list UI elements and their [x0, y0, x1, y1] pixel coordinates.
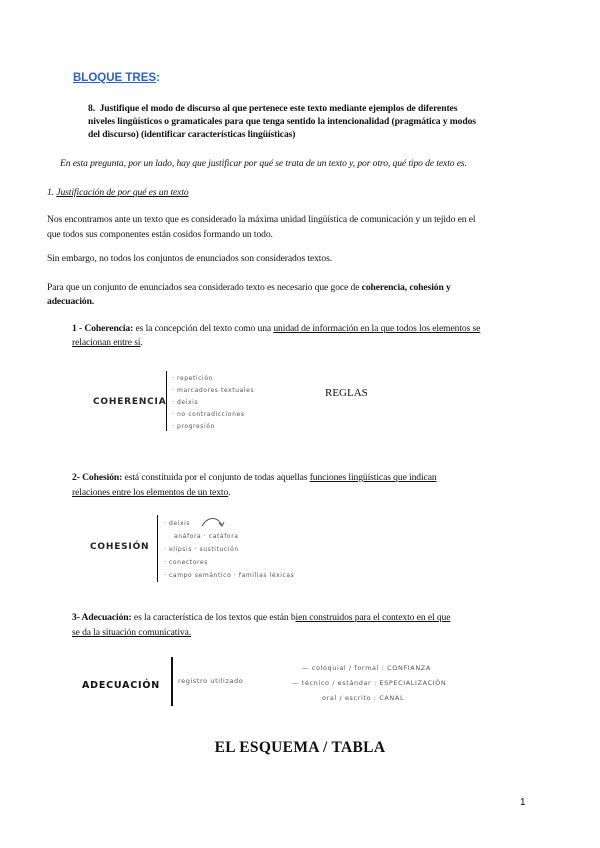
- section-1-heading: [47, 186, 189, 199]
- cohesion-text: está constituida por el conjunto de todas aquellas: [122, 472, 310, 483]
- adecuacion-definition: [72, 610, 450, 640]
- sketch-item: oral / escrito : CANAL: [322, 694, 405, 702]
- sketch-item: · progresión: [172, 423, 215, 430]
- paragraph-1-line-1: Nos encontramos ante un texto que es considerado la máxima unidad lingüística de comunicación y un tejido en el: [47, 214, 476, 225]
- sketch-item: · campo semántico · familias léxicas: [164, 572, 295, 579]
- sketch-item: — técnico / estándar : ESPECIALIZACIÓN: [292, 679, 447, 687]
- page-number: 1: [520, 797, 526, 808]
- coherencia-line-2-end: .: [140, 337, 143, 348]
- cohesion-definition: [72, 470, 437, 500]
- cohesion-line-2-end: .: [228, 487, 231, 498]
- cohesion-sketch-title: COHESIÓN: [90, 542, 150, 552]
- sketch-item: · deixis: [172, 399, 199, 406]
- sketch-item: — coloquial / formal : CONFIANZA: [302, 664, 431, 672]
- adecuacion-text-underlined: ien construidos para el contexto en el que: [295, 612, 451, 623]
- sketch-item: · conectores: [164, 559, 208, 566]
- sketch-item: anáfora · catáfora: [174, 533, 239, 540]
- coherencia-sketch-list: [172, 373, 254, 433]
- sketch-item: · no contradicciones: [172, 411, 245, 418]
- coherencia-sketch-title: COHERENCIA: [93, 397, 167, 407]
- block-colon: :: [156, 72, 160, 84]
- rules-label: REGLAS: [325, 387, 368, 399]
- question-number: 8.: [88, 103, 95, 114]
- coherencia-definition: [72, 322, 480, 350]
- paragraph-1-line-2: que todos sus componentes están cosidos formando un todo.: [47, 229, 273, 240]
- schema-title: EL ESQUEMA / TABLA: [214, 739, 386, 756]
- intro-note: En esta pregunta, por un lado, hay que justificar por qué se trata de un texto y, por otro, qué tipo de texto es.: [60, 158, 467, 169]
- adecuacion-sketch-list: [292, 661, 446, 706]
- adecuacion-text: es la característica de los textos que están b: [131, 612, 296, 623]
- cohesion-text-underlined: funciones lingüísticas que indican: [309, 472, 437, 483]
- question-8: [88, 102, 558, 141]
- coherencia-line-2: relacionan entre sí: [72, 337, 141, 348]
- paragraph-3: [47, 281, 451, 309]
- paragraph-3-bold-1: coherencia, cohesión y: [361, 282, 451, 293]
- question-line-2: niveles lingüísticos o gramaticales para que tenga sentido la intencionalidad (pragmática y modos: [88, 116, 476, 127]
- block-label: BLOQUE TRES: [73, 72, 157, 84]
- cohesion-bracket: [157, 515, 158, 582]
- sketch-item: · deixis: [164, 520, 191, 527]
- question-line-1: Justifique el modo de discurso al que pertenece este texto mediante ejemplos de diferentes: [99, 103, 458, 114]
- paragraph-1: [47, 212, 476, 242]
- block-header: [73, 72, 160, 84]
- cohesion-line-2: relaciones entre los elementos de un texto: [72, 487, 229, 498]
- adecuacion-label: 3- Adecuación:: [72, 612, 132, 623]
- sketch-item: · elipsis · sustitución: [164, 546, 239, 553]
- adecuacion-line-2: se da la situación comunicativa.: [72, 627, 192, 638]
- paragraph-2: Sin embargo, no todos los conjuntos de enunciados son considerados textos.: [47, 253, 332, 264]
- question-line-3: del discurso) (identificar características lingüísticas): [88, 129, 296, 140]
- sketch-item: · repetición: [172, 375, 213, 382]
- section-1-title: Justificación de por qué es un texto: [56, 187, 189, 198]
- paragraph-3-bold-2: adecuación.: [47, 296, 95, 307]
- cohesion-label: 2- Cohesión:: [72, 472, 123, 483]
- coherencia-bracket: [166, 371, 167, 431]
- adecuacion-register: registro utilizado: [178, 677, 244, 685]
- cohesion-curved-arrow: [200, 514, 230, 534]
- section-1-number: 1.: [47, 187, 54, 198]
- adecuacion-sketch-title: ADECUACIÓN: [82, 680, 161, 691]
- coherencia-text: es la concepción del texto como una: [133, 323, 274, 334]
- adecuacion-bracket: [171, 657, 173, 706]
- coherencia-text-underlined: unidad de información en la que todos los elementos se: [273, 323, 481, 334]
- coherencia-label: 1 - Coherencia:: [72, 323, 134, 334]
- paragraph-3-text: Para que un conjunto de enunciados sea considerado texto es necesario que goce de: [47, 282, 362, 293]
- sketch-item: · marcadores textuales: [172, 387, 255, 394]
